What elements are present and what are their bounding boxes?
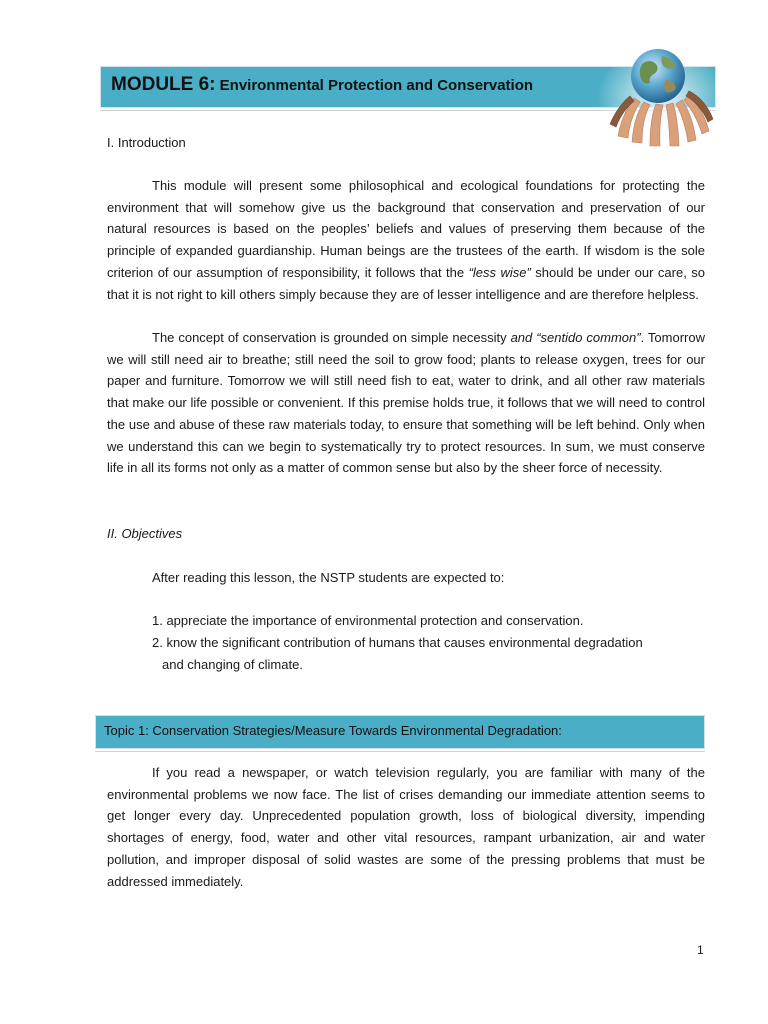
objective-item-2-continued: and changing of climate. — [162, 657, 303, 672]
topic-1-title: Topic 1: Conservation Strategies/Measure Towards Environmental Degradation: — [104, 723, 562, 738]
topic-1-paragraph: If you read a newspaper, or watch television regularly, you are familiar with many of the environmental problems we now face. The list of crises demanding our immediate attention seems to get longer every day. Unprecedented population growth, loss of biological diversity, impending shortages of energy, food, water and other vital resources, rampant urbanization, air and water pollution, and improper disposal of solid wastes are some of the pressing problems that must be addressed immediately. — [107, 765, 705, 889]
sentido-common-emphasis: and “sentido common” — [510, 330, 641, 345]
objectives-heading: II. Objectives — [107, 526, 183, 541]
objective-item-1: 1. appreciate the importance of environmental protection and conservation. — [152, 613, 584, 628]
introduction-heading: I. Introduction — [107, 135, 186, 150]
objective-item-2: 2. know the significant contribution of humans that causes environmental degradation — [152, 635, 643, 650]
page-number: 1 — [697, 943, 704, 957]
objectives-lead: After reading this lesson, the NSTP students are expected to: — [152, 570, 505, 585]
intro-paragraph-1: This module will present some philosophical and ecological foundations for protecting the environment that will somehow give us the background that conservation and preservation of our natural resources is based on the peoples’ beliefs and values of preserving them because of the principle of expanded guardianship. Human beings are the trustees of the earth. If wisdom is the sole criterion of our assumption of responsibility, it follows that the “less wise” should be under our care, so that it is not right to kill others simply because they are of lesser intelligence and are therefore helpless. — [107, 178, 705, 302]
less-wise-emphasis: “less wise” — [468, 264, 531, 280]
topic-1-header-bar — [95, 715, 705, 749]
module-number: MODULE 6: — [111, 74, 216, 95]
module-title: Environmental Protection and Conservation — [215, 77, 534, 94]
intro-paragraph-2: The concept of conservation is grounded on simple necessity and “sentido common”. Tomorrow we will still need air to breathe; still need the soil to grow food; plants to release oxygen, trees for our paper and furniture. Tomorrow we will still need fish to eat, water to drink, and all other raw materials that make our life possible or convenient. If this premise holds true, it follows that we will need to control the use and abuse of these raw materials today, to ensure that something will be left behind. Only when we understand this can we begin to systematically try to protect resources. In sum, we must conserve life in all its forms not only as a matter of common sense but also by the sheer force of necessity. — [107, 330, 705, 476]
globe-in-hands-icon — [596, 38, 726, 150]
